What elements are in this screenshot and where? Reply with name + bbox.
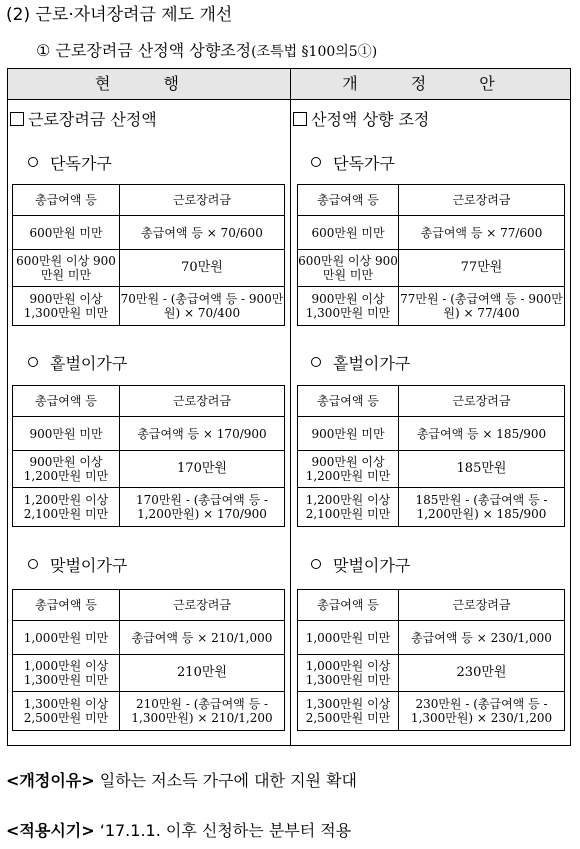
section-heading: (2) 근로·자녀장려금 제도 개선 bbox=[6, 5, 233, 25]
table-cell: 210만원 bbox=[120, 655, 285, 692]
table-header-cell: 근로장려금 bbox=[399, 590, 565, 621]
table-cell: 총급여액 등 × 185/900 bbox=[399, 417, 565, 451]
proposed-column-header: 개 정 안 bbox=[291, 69, 570, 100]
circle-bullet-icon bbox=[28, 157, 38, 167]
current-single-earner-table bbox=[12, 385, 285, 527]
table-cell: 1,300만원 이상 2,500만원 미만 bbox=[298, 692, 399, 731]
current-single-household-table bbox=[12, 184, 285, 326]
table-cell: 1,000만원 이상 1,300만원 미만 bbox=[13, 655, 120, 692]
table-cell: 170만원 - (총급여액 등 - 1,200만원) × 170/900 bbox=[120, 488, 285, 527]
subheading bbox=[36, 38, 377, 61]
table-header-cell: 총급여액 등 bbox=[298, 386, 399, 417]
comparison-table bbox=[7, 68, 571, 746]
proposed-single-household-table bbox=[297, 184, 565, 326]
table-cell: 600만원 이상 900만원 미만 bbox=[13, 250, 120, 287]
table-cell: 총급여액 등 × 230/1,000 bbox=[399, 621, 565, 655]
table-cell: 1,000만원 미만 bbox=[298, 621, 399, 655]
current-dual-earner-table bbox=[12, 589, 285, 731]
table-cell: 900만원 이상 1,200만원 미만 bbox=[298, 451, 399, 488]
table-cell: 총급여액 등 × 170/900 bbox=[120, 417, 285, 451]
table-header-cell: 근로장려금 bbox=[120, 386, 285, 417]
current-column bbox=[8, 69, 291, 745]
current-column-header: 현 행 bbox=[8, 69, 290, 100]
table-cell: 900만원 이상 1,300만원 미만 bbox=[13, 287, 120, 326]
table-cell: 총급여액 등 × 70/600 bbox=[120, 216, 285, 250]
proposed-group-title: 단독가구 bbox=[311, 151, 395, 174]
reason-text: 일하는 저소득 가구에 대한 지원 확대 bbox=[99, 771, 358, 790]
table-header-cell: 총급여액 등 bbox=[298, 590, 399, 621]
proposed-group-title: 홑벌이가구 bbox=[311, 351, 410, 374]
table-header-cell: 근로장려금 bbox=[120, 185, 285, 216]
table-cell: 1,200만원 이상 2,100만원 미만 bbox=[298, 488, 399, 527]
table-cell: 600만원 미만 bbox=[13, 216, 120, 250]
reason-line bbox=[6, 768, 357, 791]
table-cell: 185만원 - (총급여액 등 - 1,200만원) × 185/900 bbox=[399, 488, 565, 527]
current-group-title: 단독가구 bbox=[28, 151, 112, 174]
circle-bullet-icon bbox=[28, 357, 38, 367]
checkbox-square-icon bbox=[10, 112, 24, 126]
checkbox-square-icon bbox=[293, 112, 307, 126]
table-cell: 170만원 bbox=[120, 451, 285, 488]
table-header-cell: 근로장려금 bbox=[120, 590, 285, 621]
proposed-dual-earner-table bbox=[297, 589, 565, 731]
table-cell: 900만원 이상 1,300만원 미만 bbox=[298, 287, 399, 326]
table-cell: 총급여액 등 × 77/600 bbox=[399, 216, 565, 250]
circle-bullet-icon bbox=[28, 559, 38, 569]
table-header-cell: 근로장려금 bbox=[399, 185, 565, 216]
circle-bullet-icon bbox=[311, 157, 321, 167]
table-cell: 1,200만원 이상 2,100만원 미만 bbox=[13, 488, 120, 527]
table-header-cell: 근로장려금 bbox=[399, 386, 565, 417]
reason-label: <개정이유> bbox=[6, 771, 95, 790]
table-cell: 900만원 이상 1,200만원 미만 bbox=[13, 451, 120, 488]
table-cell: 900만원 미만 bbox=[13, 417, 120, 451]
table-cell: 185만원 bbox=[399, 451, 565, 488]
circle-bullet-icon bbox=[311, 559, 321, 569]
table-cell: 1,300만원 이상 2,500만원 미만 bbox=[13, 692, 120, 731]
table-header-cell: 총급여액 등 bbox=[13, 590, 120, 621]
table-header-cell: 총급여액 등 bbox=[13, 386, 120, 417]
proposed-section-title: 산정액 상향 조정 bbox=[293, 107, 429, 130]
current-section-title: 근로장려금 산정액 bbox=[10, 107, 157, 130]
current-group-title: 홑벌이가구 bbox=[28, 351, 127, 374]
table-cell: 총급여액 등 × 210/1,000 bbox=[120, 621, 285, 655]
proposed-group-title: 맞벌이가구 bbox=[311, 553, 410, 576]
table-header-cell: 총급여액 등 bbox=[13, 185, 120, 216]
table-cell: 900만원 미만 bbox=[298, 417, 399, 451]
table-cell: 600만원 이상 900만원 미만 bbox=[298, 250, 399, 287]
table-cell: 210만원 - (총급여액 등 - 1,300만원) × 210/1,200 bbox=[120, 692, 285, 731]
effective-text: ‘17.1.1. 이후 신청하는 분부터 적용 bbox=[99, 821, 352, 840]
current-group-title: 맞벌이가구 bbox=[28, 553, 127, 576]
table-cell: 230만원 - (총급여액 등 - 1,300만원) × 230/1,200 bbox=[399, 692, 565, 731]
subheading-reference: (조특법 §100의5①) bbox=[251, 44, 378, 60]
table-cell: 1,000만원 미만 bbox=[13, 621, 120, 655]
table-cell: 1,000만원 이상 1,300만원 미만 bbox=[298, 655, 399, 692]
table-header-cell: 총급여액 등 bbox=[298, 185, 399, 216]
table-cell: 70만원 bbox=[120, 250, 285, 287]
table-cell: 70만원 - (총급여액 등 - 900만원) × 70/400 bbox=[120, 287, 285, 326]
circle-bullet-icon bbox=[311, 357, 321, 367]
table-cell: 77만원 bbox=[399, 250, 565, 287]
effective-label: <적용시기> bbox=[6, 821, 95, 840]
effective-line bbox=[6, 818, 351, 841]
proposed-column bbox=[291, 69, 570, 745]
table-cell: 230만원 bbox=[399, 655, 565, 692]
table-cell: 600만원 미만 bbox=[298, 216, 399, 250]
table-cell: 77만원 - (총급여액 등 - 900만원) × 77/400 bbox=[399, 287, 565, 326]
subheading-text: ① 근로장려금 산정액 상향조정 bbox=[36, 41, 252, 60]
proposed-single-earner-table bbox=[297, 385, 565, 527]
